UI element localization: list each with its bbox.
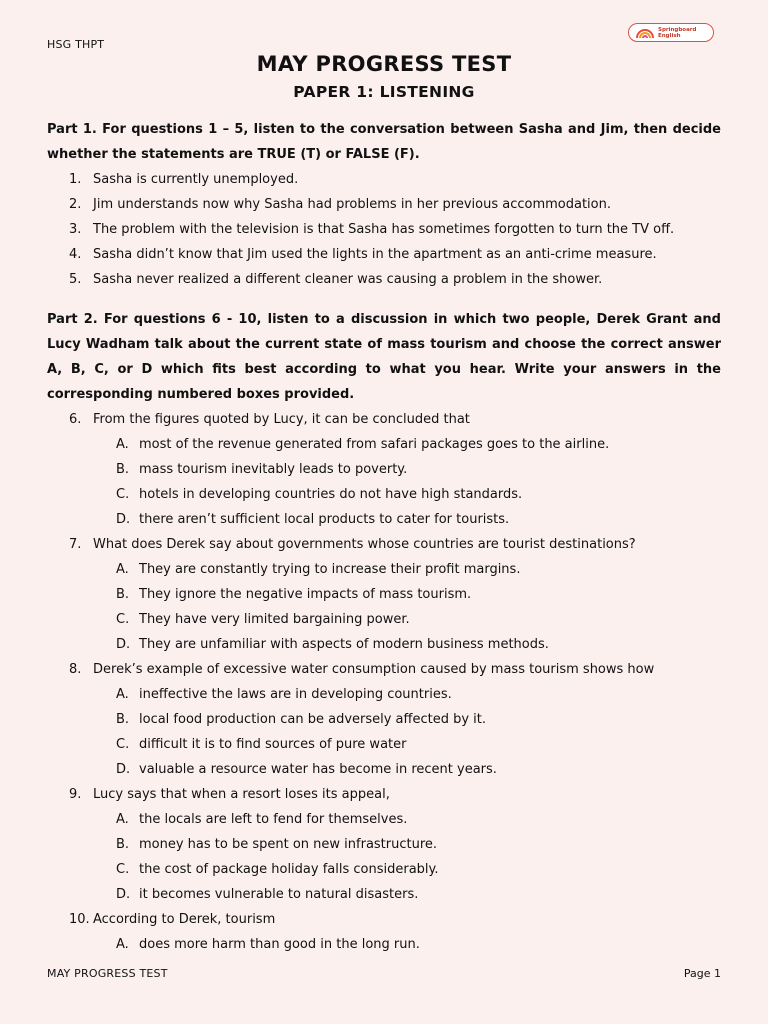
page-subtitle: PAPER 1: LISTENING (293, 83, 475, 101)
option-letter: B. (116, 837, 130, 852)
answer-option (47, 732, 721, 757)
question-item (47, 782, 721, 807)
question-number: 2. (69, 197, 82, 212)
answer-option (47, 432, 721, 457)
question-number: 10. (69, 912, 90, 927)
part2-list (47, 407, 721, 957)
question-text: Jim understands now why Sasha had problems in her previous accommodation. (93, 197, 611, 212)
question-text: From the figures quoted by Lucy, it can be concluded that (93, 412, 470, 427)
part1-instruction: Part 1. For questions 1 – 5, listen to the conversation between Sasha and Jim, then decide whether the statements are TRUE (T) or FALSE (F). (47, 122, 721, 162)
question-text: According to Derek, tourism (93, 912, 276, 927)
option-list (47, 432, 721, 532)
springboard-logo (628, 23, 714, 42)
question-text: Derek’s example of excessive water consumption caused by mass tourism shows how (93, 662, 655, 677)
question-number: 9. (69, 787, 82, 802)
question-item (47, 532, 721, 557)
option-letter: A. (116, 812, 129, 827)
option-letter: A. (116, 437, 129, 452)
option-letter: C. (116, 487, 130, 502)
question-number: 4. (69, 247, 82, 262)
question-text: Sasha didn’t know that Jim used the lights in the apartment as an anti-crime measure. (93, 247, 657, 262)
list-item (47, 267, 721, 292)
footer-title: MAY PROGRESS TEST (47, 967, 168, 980)
option-letter: D. (116, 637, 131, 652)
test-content (47, 117, 721, 957)
option-list (47, 557, 721, 657)
list-item (47, 242, 721, 267)
question-item (47, 657, 721, 682)
question-number: 1. (69, 172, 82, 187)
option-text: does more harm than good in the long run. (139, 937, 420, 952)
question-number: 3. (69, 222, 82, 237)
answer-option (47, 707, 721, 732)
option-text: most of the revenue generated from safari packages goes to the airline. (139, 437, 610, 452)
answer-option (47, 757, 721, 782)
option-text: the cost of package holiday falls considerably. (139, 862, 439, 877)
option-letter: B. (116, 587, 130, 602)
option-text: They have very limited bargaining power. (139, 612, 410, 627)
option-text: valuable a resource water has become in recent years. (139, 762, 497, 777)
question-number: 8. (69, 662, 82, 677)
option-text: They ignore the negative impacts of mass tourism. (139, 587, 472, 602)
logo-line2: English (658, 32, 681, 39)
page-title: MAY PROGRESS TEST (256, 52, 512, 76)
answer-option (47, 557, 721, 582)
question-number: 7. (69, 537, 82, 552)
answer-option (47, 507, 721, 532)
question-text: The problem with the television is that Sasha has sometimes forgotten to turn the TV off. (93, 222, 675, 237)
answer-option (47, 807, 721, 832)
logo-line1: Springboard (658, 26, 697, 33)
list-item (47, 192, 721, 217)
option-letter: A. (116, 937, 129, 952)
answer-option (47, 932, 721, 957)
answer-option (47, 682, 721, 707)
question-number: 6. (69, 412, 82, 427)
question-text: Lucy says that when a resort loses its appeal, (93, 787, 390, 802)
answer-option (47, 457, 721, 482)
option-letter: D. (116, 512, 131, 527)
answer-option (47, 832, 721, 857)
question-text: What does Derek say about governments whose countries are tourist destinations? (93, 537, 636, 552)
option-list (47, 932, 721, 957)
option-list (47, 682, 721, 782)
option-letter: D. (116, 762, 131, 777)
option-letter: C. (116, 737, 130, 752)
option-text: money has to be spent on new infrastructure. (139, 837, 438, 852)
option-text: ineffective the laws are in developing countries. (139, 687, 452, 702)
page-number: Page 1 (683, 967, 721, 980)
option-letter: B. (116, 462, 130, 477)
list-item (47, 217, 721, 242)
question-text: Sasha is currently unemployed. (93, 172, 299, 187)
option-text: local food production can be adversely affected by it. (139, 712, 487, 727)
option-text: it becomes vulnerable to natural disasters. (139, 887, 419, 902)
option-text: hotels in developing countries do not have high standards. (139, 487, 523, 502)
question-number: 5. (69, 272, 82, 287)
option-text: the locals are left to fend for themselves. (139, 812, 408, 827)
option-text: They are constantly trying to increase their profit margins. (139, 562, 521, 577)
part2-instruction: Part 2. For questions 6 - 10, listen to a discussion in which two people, Derek Grant and Lucy Wadham talk about the current state of mass tourism and choose the correct answer A, B, C, or D which fits best according to what you hear. Write your answers in the corresponding numbered boxes provided. (47, 312, 721, 402)
option-letter: B. (116, 712, 130, 727)
rainbow-icon (636, 27, 654, 39)
option-letter: C. (116, 612, 130, 627)
option-text: there aren’t sufficient local products to cater for tourists. (139, 512, 510, 527)
answer-option (47, 482, 721, 507)
answer-option (47, 857, 721, 882)
answer-option (47, 632, 721, 657)
option-letter: A. (116, 687, 129, 702)
question-item (47, 907, 721, 932)
answer-option (47, 882, 721, 907)
answer-option (47, 607, 721, 632)
question-item (47, 407, 721, 432)
option-letter: A. (116, 562, 129, 577)
part1-list (47, 167, 721, 292)
question-text: Sasha never realized a different cleaner was causing a problem in the shower. (93, 272, 603, 287)
option-list (47, 807, 721, 907)
option-letter: C. (116, 862, 130, 877)
list-item (47, 167, 721, 192)
option-text: difficult it is to find sources of pure water (139, 737, 407, 752)
header-left-label: HSG THPT (47, 38, 105, 51)
option-letter: D. (116, 887, 131, 902)
option-text: They are unfamiliar with aspects of modern business methods. (139, 637, 549, 652)
answer-option (47, 582, 721, 607)
option-text: mass tourism inevitably leads to poverty. (139, 462, 408, 477)
